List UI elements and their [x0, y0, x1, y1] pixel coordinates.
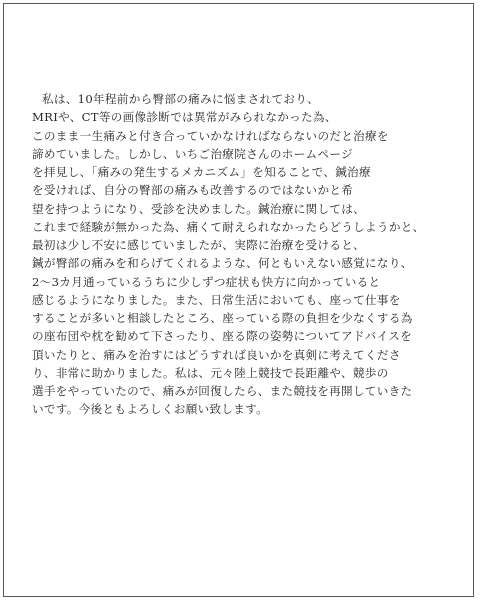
letter-line-18: いです。今後ともよろしくお願い致します。	[32, 402, 269, 417]
letter-line-10: 鍼が臀部の痛みを和らげてくれるような、何ともいえない感覚になり、	[32, 256, 413, 271]
letter-line-3: このまま一生痛みと付き合っていかなければならないのだと治療を	[32, 128, 389, 143]
letter-line-7: 望を持つようになり、受診を決めました。鍼治療に関しては、	[32, 201, 366, 216]
letter-line-16: り、非常に助かりました。私は、元々陸上競技で長距離や、競歩の	[32, 365, 389, 380]
letter-line-17: 選手をやっていたので、痛みが回復したら、また競技を再開していきた	[32, 384, 413, 398]
letter-page	[3, 3, 474, 597]
letter-line-12: 感じるようになりました。また、日常生活においても、座って仕事を	[32, 292, 401, 307]
letter-line-11: 2〜3カ月通っているうちに少しずつ症状も快方に向かっていると	[32, 274, 381, 289]
letter-line-14: の座布団や枕を勧めて下さったり、座る際の姿勢についてアドバイスを	[32, 329, 413, 344]
letter-line-6: を受ければ、自分の臀部の痛みも改善するのではないかと希	[32, 183, 354, 198]
letter-line-13: することが多いと相談したところ、座っている際の負担を少なくする為	[32, 311, 413, 325]
letter-line-4: 諦めていました。しかし、いちご治療院さんのホームページ	[32, 146, 353, 161]
letter-line-1: 私は、10年程前から臀部の痛みに悩まされており、	[42, 92, 320, 106]
letter-line-15: 頂いたりと、痛みを治すにはどうすれば良いかを真剣に考えてくださ	[32, 347, 401, 362]
letter-line-5: を拝見し、「痛みの発生するメカニズム」を知ることで、鍼治療	[32, 165, 371, 179]
letter-line-2: MRIや、CT等の画像診断では異常がみられなかった為、	[32, 110, 337, 125]
letter-line-8: これまで経験が無かった為、痛くて耐えられなかったらどうしようかと、	[32, 219, 425, 234]
handwritten-letter	[32, 90, 462, 419]
letter-line-9: 最初は少し不安に感じていましたが、実際に治療を受けると、	[32, 238, 366, 252]
